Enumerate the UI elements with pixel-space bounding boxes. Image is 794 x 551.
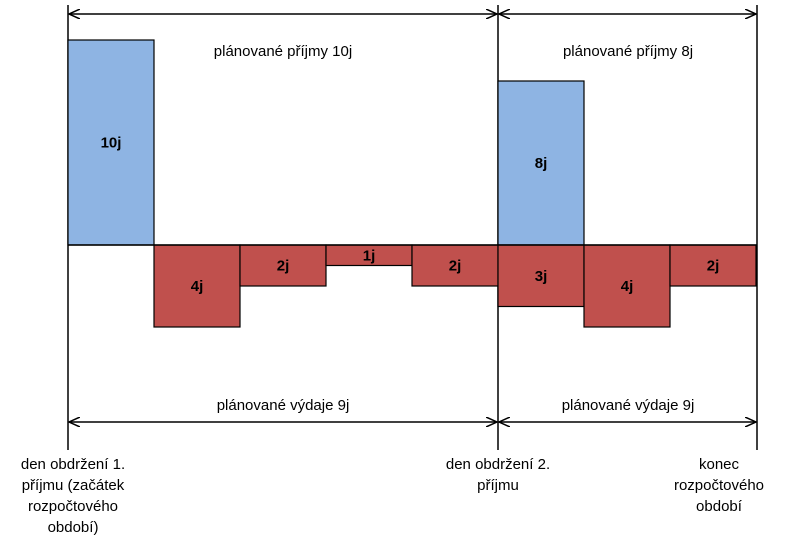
second-income-day-label: den obdržení 2. příjmu [445,456,551,494]
income-period1-label: plánované příjmy 10j [213,43,353,60]
expense-bar-4-label: 2j [448,257,462,275]
income-bar-2-label: 8j [534,155,548,172]
expense-bar-2-label: 2j [276,257,290,275]
expense-bar-7-label: 2j [706,257,720,275]
income-bar-1-label: 10j [100,134,122,152]
expense-bar-1-label: 4j [190,278,204,295]
period-end-label: konec rozpočtového období [673,456,765,515]
expense-period1-label: plánované výdaje 9j [216,397,350,414]
first-income-day-label: den obdržení 1. příjmu (začátek rozpočtového období) [20,456,126,536]
expense-bar-3-label: 1j [362,247,376,265]
expense-bar-6-label: 4j [620,278,634,295]
income-period2-label: plánované příjmy 8j [562,43,694,60]
expense-period2-label: plánované výdaje 9j [561,397,695,414]
bars-group [68,40,756,327]
expense-bar-5-label: 3j [534,267,548,285]
